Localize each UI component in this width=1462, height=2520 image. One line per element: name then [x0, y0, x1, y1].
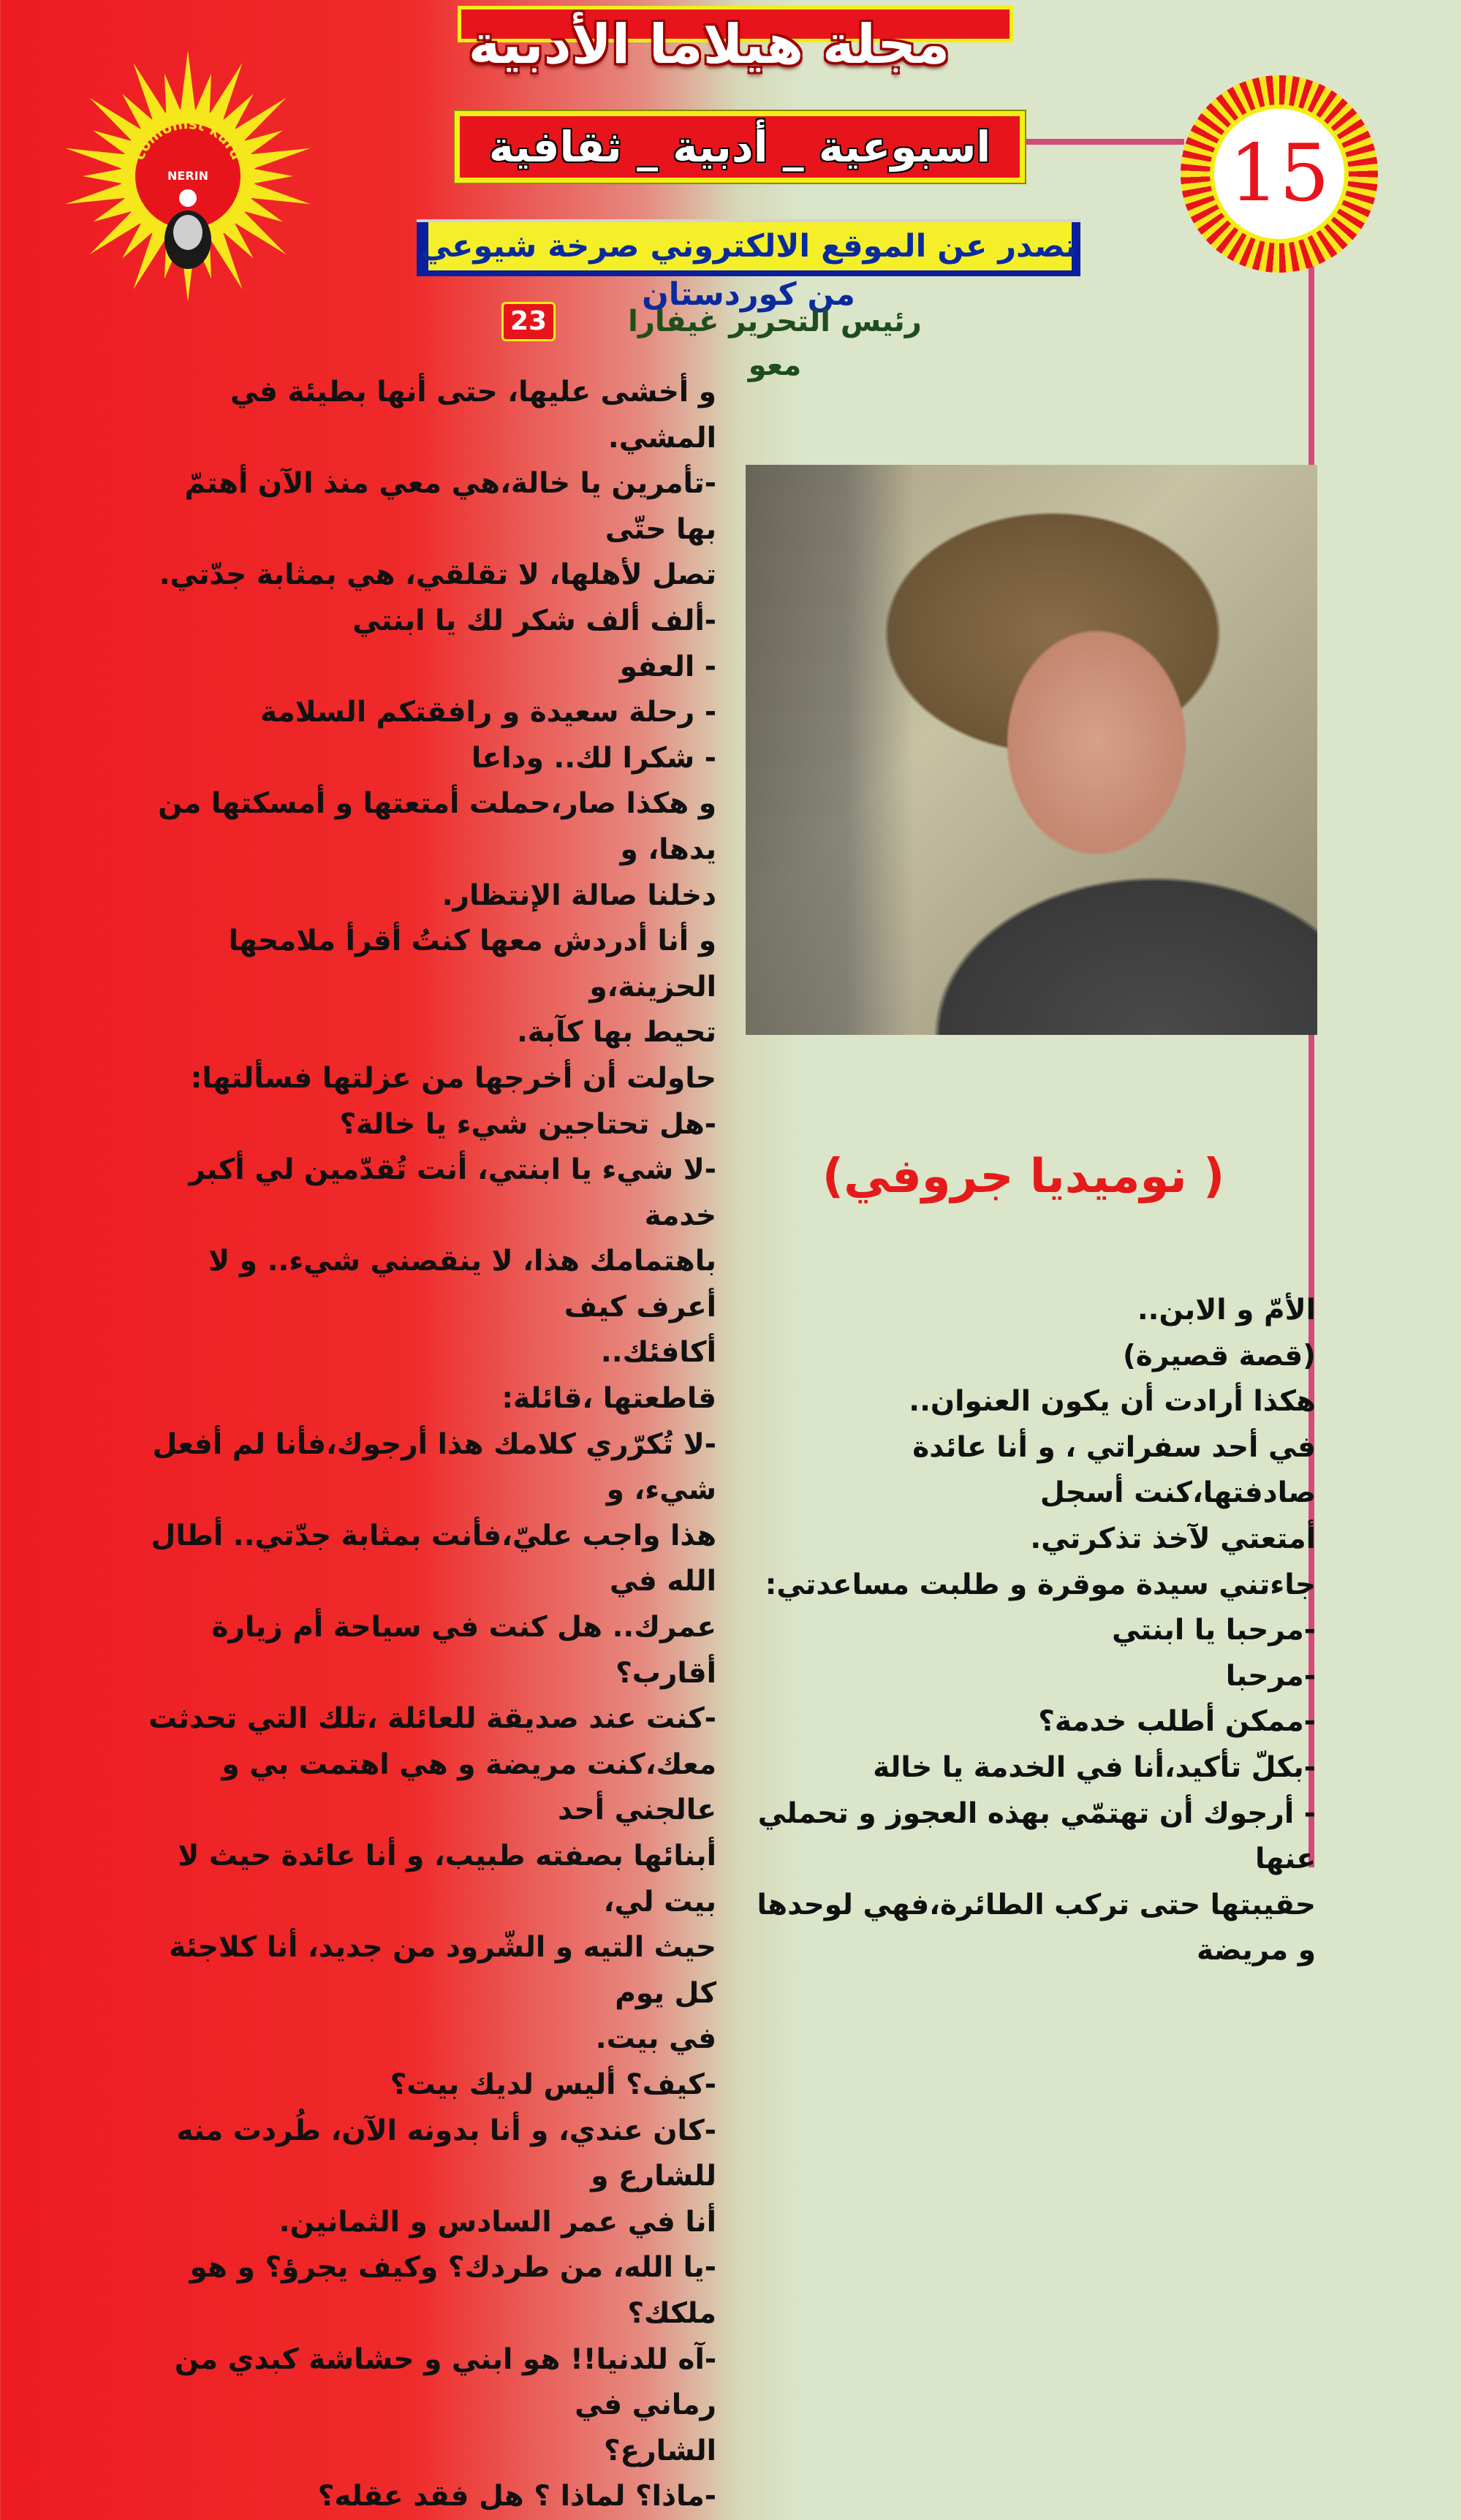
left-line: و أخشى عليها، حتى أنها بطيئة في المشي. — [230, 376, 716, 455]
weekly-label: اسبوعية _ أدبية _ ثقافية — [488, 122, 991, 172]
issue-number: 15 — [1229, 128, 1330, 219]
right-line: في أحد سفراتي ، و أنا عائدة صادفتها،كنت أسجل — [912, 1430, 1316, 1510]
right-line: هكذا أرادت أن يكون العنوان.. — [909, 1385, 1316, 1419]
right-line: -مرحبا يا ابنتي — [1111, 1614, 1316, 1647]
left-line: -هل تحتاجين شيء يا خالة؟ — [339, 1107, 716, 1141]
left-line: تصل لأهلها، لا تقلقي، هي بمثابة جدّتي. — [159, 558, 716, 592]
article-column-left — [139, 370, 716, 2520]
left-line: -لا شيء يا ابنتي، أنت تُقدّمين لي أكبر خدمة — [189, 1153, 716, 1232]
left-line: -كيف؟ أليس لديك بيت؟ — [390, 2068, 716, 2101]
right-line: أمتعتي لآخذ تذكرتي. — [1030, 1522, 1316, 1555]
author-name: ( نوميديا جروفي) — [822, 1150, 1225, 1204]
left-line: - رحلة سعيدة و رافقتكم السلامة — [260, 696, 716, 729]
editor-badge: 23 — [501, 302, 556, 341]
author-photo-shadow — [746, 465, 914, 1035]
left-line: -آه للدنيا!! هو ابني و حشاشة كبدي من رماني في — [174, 2342, 716, 2422]
left-line: حاولت أن أخرجها من عزلتها فسألتها: — [190, 1061, 716, 1095]
left-line: دخلنا صالة الإنتظار. — [442, 878, 716, 912]
left-line: أنا في عمر السادس و الثمانين. — [279, 2205, 716, 2239]
left-line: -ألف ألف شكر لك يا ابنتي — [352, 604, 716, 637]
right-line: -بكلّ تأكيد،أنا في الخدمة يا خالة — [873, 1750, 1316, 1784]
logo-ring-text: comonist kurd — [129, 114, 246, 163]
right-line: -ممكن أطلب خدمة؟ — [1038, 1705, 1316, 1739]
left-line: باهتمامك هذا، لا ينقصني شيء.. و لا أعرف كيف — [208, 1245, 716, 1324]
left-line: عمرك.. هل كنت في سياحة أم زيارة أقارب؟ — [211, 1611, 716, 1690]
left-line: و هكذا صار،حملت أمتعتها و أمسكتها من يدها، و — [158, 787, 716, 866]
right-line: -مرحبا — [1225, 1659, 1316, 1693]
left-line: هذا واجب عليّ،فأنت بمثابة جدّتي.. أطال الله في — [151, 1519, 716, 1598]
right-line: الأمّ و الابن.. — [1137, 1294, 1316, 1327]
left-line: تحيط بها كآبة. — [516, 1016, 716, 1050]
left-line: الشارع؟ — [603, 2434, 716, 2467]
left-line: -يا الله، من طردك؟ وكيف يجرؤ؟ و هو ملكك؟ — [189, 2251, 716, 2330]
left-line: أبنائها بصفته طبيب، و أنا عائدة حيث لا بيت لي، — [178, 1840, 716, 1919]
left-line: حيث التيه و الشّرود من جديد، أنا كلاجئة كل يوم — [169, 1931, 716, 2010]
article-column-right — [753, 1288, 1316, 1974]
left-line: أكافئك.. — [600, 1336, 716, 1370]
left-line: -كان عندي، و أنا بدونه الآن، طُردت منه للشارع و — [176, 2114, 716, 2193]
left-line: -ماذا؟ لماذا ؟ هل فقد عقله؟ — [317, 2480, 716, 2513]
right-line: جاءتني سيدة موقرة و طلبت مساعدتي: — [765, 1568, 1316, 1601]
left-line: -كنت عند صديقة للعائلة ،تلك التي تحدثت — [148, 1702, 716, 1736]
logo-center-text: NERIN — [167, 169, 208, 183]
left-line: -لا تُكرّري كلامك هذا أرجوك،فأنا لم أفعل شيء، و — [152, 1427, 716, 1507]
right-line: - أرجوك أن تهتمّي بهذه العجوز و تحملي عنها — [757, 1796, 1316, 1876]
left-line: معك،كنت مريضة و هي اهتمت بي و عالجني أحد — [221, 1747, 716, 1827]
left-line: - شكرا لك.. وداعا — [471, 741, 716, 775]
left-line: و أنا أدردش معها كنتُ أقرأ ملامحها الحزينة،و — [228, 925, 716, 1003]
left-line: -تأمرين يا خالة،هي معي منذ الآن أهتمّ بها حتّى — [184, 467, 716, 546]
editor-in-chief: رئيس التحرير غيفارا معو — [628, 305, 922, 382]
right-line: حقيبتها حتى تركب الطائرة،فهي لوحدها و مريضة — [757, 1888, 1316, 1967]
magazine-title: مجلة هيلاما الأدبية — [468, 13, 950, 76]
left-line: قاطعتها ،قائلة: — [501, 1382, 716, 1416]
accent-line — [1023, 139, 1184, 145]
comonist-kurd-logo-icon — [60, 48, 316, 304]
left-line: في بيت. — [595, 2022, 716, 2056]
right-line: (قصة قصيرة) — [1122, 1339, 1316, 1373]
left-line: - العفو — [619, 650, 716, 683]
publisher-line: تصدر عن الموقع الالكتروني صرخة شيوعي من كوردستان — [420, 228, 1077, 313]
